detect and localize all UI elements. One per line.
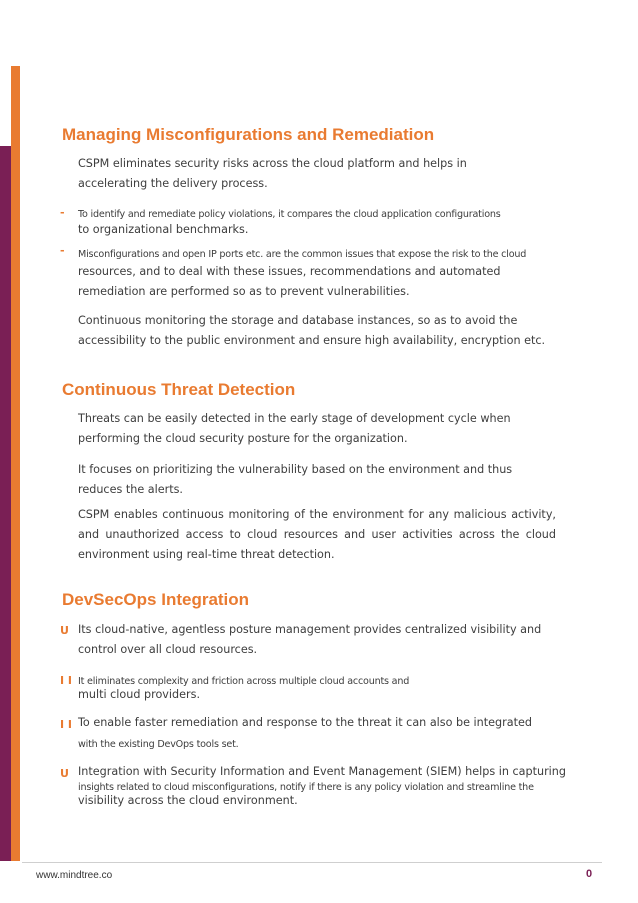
section1-bullet2-line1: Misconfigurations and open IP ports etc. are the common issues that expose the risk to the cloud [78,249,527,260]
section1-bullet1-line2: to organizational benchmarks. [78,223,249,236]
footer-url-link[interactable]: www.mindtree.co [36,870,113,881]
section2-para2: It focuses on prioritizing the vulnerability based on the environment and thus reduces the alerts. [78,463,513,496]
bullet-marker: U [60,624,69,637]
section1-bullet2-rest: resources, and to deal with these issues, recommendations and automated remediation are performed so as to prevent vulnerabilities. [78,265,501,298]
section1-para2: Continuous monitoring the storage and database instances, so as to avoid the accessibility to the public environment and ensure high availability, encryption etc. [78,314,546,347]
section3-item4-line3: visibility across the cloud environment. [78,794,298,807]
section2-para3: CSPM enables continuous monitoring of the environment for any malicious activity, and unauthorized access to cloud resources and user activities across the cloud environment using real-time threat detection. [78,508,556,561]
section-heading-misconfigurations: Managing Misconfigurations and Remediation [62,125,435,144]
bullet-marker: I I [60,718,73,731]
footer-divider [22,862,602,863]
bullet-marker: - [60,244,65,257]
left-accent-bar-purple [0,146,11,861]
section-heading-devsecops: DevSecOps Integration [62,590,250,609]
section2-para1: Threats can be easily detected in the early stage of development cycle when performing the cloud security posture for the organization. [78,412,511,445]
section3-item4-line1: Integration with Security Information and Event Management (SIEM) helps in capturing [78,765,566,778]
section3-item4-line2: insights related to cloud misconfigurations, notify if there is any policy violation and streamline the [78,782,534,793]
section1-bullet1-line1: To identify and remediate policy violations, it compares the cloud application configurations [78,209,501,220]
section3-item2-line1: It eliminates complexity and friction across multiple cloud accounts and [78,676,410,687]
page-number: 0 [586,868,593,880]
section3-item3-line2: with the existing DevOps tools set. [78,739,239,750]
section3-item2-line2: multi cloud providers. [78,688,200,701]
bullet-marker: - [60,206,65,219]
section-heading-threat-detection: Continuous Threat Detection [62,380,296,399]
section3-item1: Its cloud-native, agentless posture management provides centralized visibility and control over all cloud resources. [78,623,542,656]
bullet-marker: U [60,767,69,780]
left-accent-bar-orange [11,66,20,861]
bullet-marker: I I [60,674,73,687]
section1-intro: CSPM eliminates security risks across the cloud platform and helps in accelerating the delivery process. [78,157,467,190]
section3-item3-line1: To enable faster remediation and response to the threat it can also be integrated [78,716,532,729]
